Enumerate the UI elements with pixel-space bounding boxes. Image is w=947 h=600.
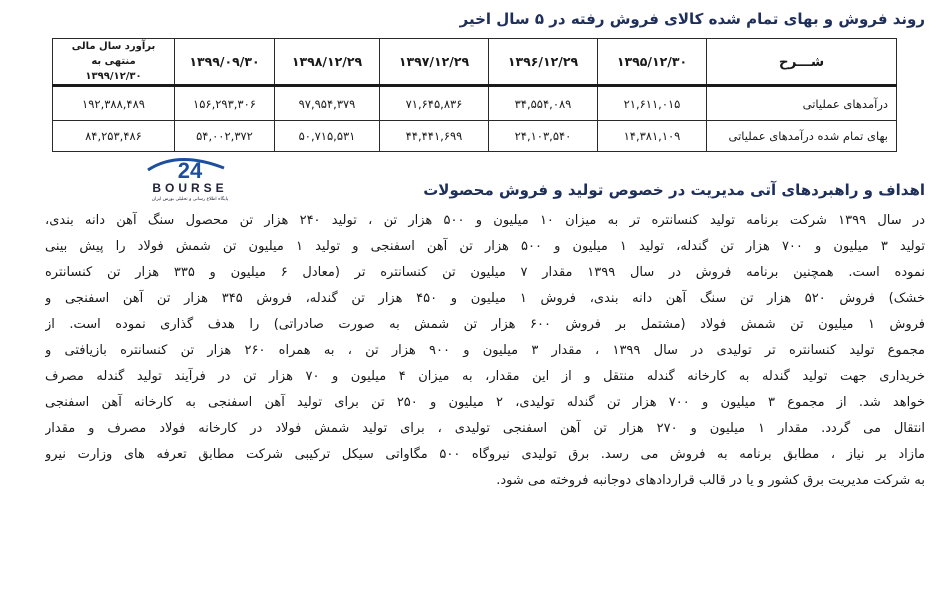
table-cell: ۲۱,۶۱۱,۰۱۵ (598, 86, 707, 121)
table-header-row (53, 39, 897, 86)
paragraph-line: فروش ۱ میلیون تن شمش فولاد (مشتمل بر فروش ۶۰۰ هزار تن شمش به صورت صادراتی) را هدف گذاری نموده است. از (45, 317, 925, 332)
logo-number: 24 (177, 158, 203, 183)
header-forecast-line1: برآورد سال مالی منتهی به (71, 41, 156, 67)
paragraph-line: خواهد شد. از مجموع ۳ میلیون و ۷۰۰ هزار تن گندله تولیدی، ۲ میلیون و ۲۵۰ تن برای تولید آهن اسفنجی به کارخانه آهن اسفنجی (45, 395, 925, 410)
table-cell: ۵۰,۷۱۵,۵۳۱ (275, 121, 380, 152)
body-paragraph (45, 208, 925, 494)
table-cell: ۵۴,۰۰۲,۳۷۲ (175, 121, 275, 152)
logo-tagline: پایگاه اطلاع رسانی و تحلیلی بورس ایران (151, 197, 229, 202)
section-title: اهداف و راهبردهای آتی مدیریت در خصوص تولید و فروش محصولات (423, 181, 925, 199)
page-title: روند فروش و بهای تمام شده کالای فروش رفته در ۵ سال اخیر (459, 10, 925, 28)
header-desc: شـــرح (707, 39, 897, 86)
paragraph-line: خشک) فروش ۵۲۰ هزار تن سنگ آهن دانه بندی، فروش ۱ میلیون و ۴۵۰ هزار تن گندله، فروش ۳۴۵ هزار تن آهن اسفنجی و (45, 291, 925, 306)
table-cell: ۴۴,۴۴۱,۶۹۹ (380, 121, 489, 152)
bourse24-logo (120, 156, 260, 202)
sales-cost-table (52, 38, 897, 152)
header-1397: ۱۳۹۷/۱۲/۲۹ (380, 39, 489, 86)
header-1396: ۱۳۹۶/۱۲/۲۹ (489, 39, 598, 86)
header-forecast (53, 39, 175, 86)
header-1395: ۱۳۹۵/۱۲/۳۰ (598, 39, 707, 86)
table-cell: ۸۴,۲۵۳,۴۸۶ (53, 121, 175, 152)
header-1399: ۱۳۹۹/۰۹/۳۰ (175, 39, 275, 86)
table-cell: ۲۴,۱۰۳,۵۴۰ (489, 121, 598, 152)
table-row (53, 121, 897, 152)
sales-table-wrapper (52, 38, 896, 152)
paragraph-line: به شرکت مدیریت برق کشور و یا در قالب قراردادهای دوجانبه فروخته می شود. (496, 473, 925, 488)
paragraph-line: خریداری جهت تولید گندله به کارخانه گندله منتقل و از این مقدار، به میزان ۴ میلیون و ۷۰ هزار تن در فرآیند تولید گندله مصرف (45, 369, 925, 384)
paragraph-line: انتقال می گردد. مقدار ۱ میلیون و ۲۷۰ هزار تن آهن اسفنجی تولیدی ، برای تولید شمش فولاد در کارخانه فولاد مصرف و مقدار (45, 421, 925, 436)
table-cell: ۹۷,۹۵۴,۳۷۹ (275, 86, 380, 121)
paragraph-line: مجموع تولید کنسانتره تر تولیدی در سال ۱۳۹۹ ، مقدار ۳ میلیون و ۹۰۰ هزار تن ، به همراه ۲۶۰ هزار تن کنسانتره بازیافتی و (45, 343, 925, 358)
table-cell: ۳۴,۵۵۴,۰۸۹ (489, 86, 598, 121)
row-label: بهای تمام شده درآمدهای عملیاتی (707, 121, 897, 152)
header-1398: ۱۳۹۸/۱۲/۲۹ (275, 39, 380, 86)
table-cell: ۱۹۲,۳۸۸,۴۸۹ (53, 86, 175, 121)
header-forecast-line2: ۱۳۹۹/۱۲/۳۰ (85, 71, 142, 82)
row-label: درآمدهای عملیاتی (707, 86, 897, 121)
paragraph-line: تولید ۳ میلیون و ۷۰۰ هزار تن گندله، تولید ۱ میلیون و ۵۰۰ هزار تن آهن اسفنجی و تولید ۱ میلیون تن شمش فولاد را پیش بینی (45, 239, 925, 254)
paragraph-line: نموده است. همچنین برنامه فروش در سال ۱۳۹۹ مقدار ۷ میلیون تن کنسانتره تر (معادل ۶ میلیون و ۳۳۵ هزار تن کنسانتره (45, 265, 925, 280)
paragraph-line: در سال ۱۳۹۹ شرکت برنامه تولید کنسانتره تر به میزان ۱۰ میلیون و ۵۰۰ هزار تن ، تولید ۲۴۰ هزار تن محصول سنگ آهن دانه بندی، (45, 213, 925, 228)
table-row (53, 86, 897, 121)
table-cell: ۷۱,۶۴۵,۸۳۶ (380, 86, 489, 121)
logo-word: BOURSE (152, 181, 228, 195)
paragraph-line: مازاد بر نیاز ، مطابق برنامه به فروش می رسد. برق تولیدی نیروگاه ۵۰۰ مگاواتی سیکل ترکیبی شرکت مطابق تعرفه های وزارت نیرو (45, 447, 925, 462)
table-cell: ۱۴,۳۸۱,۱۰۹ (598, 121, 707, 152)
table-cell: ۱۵۶,۲۹۳,۳۰۶ (175, 86, 275, 121)
